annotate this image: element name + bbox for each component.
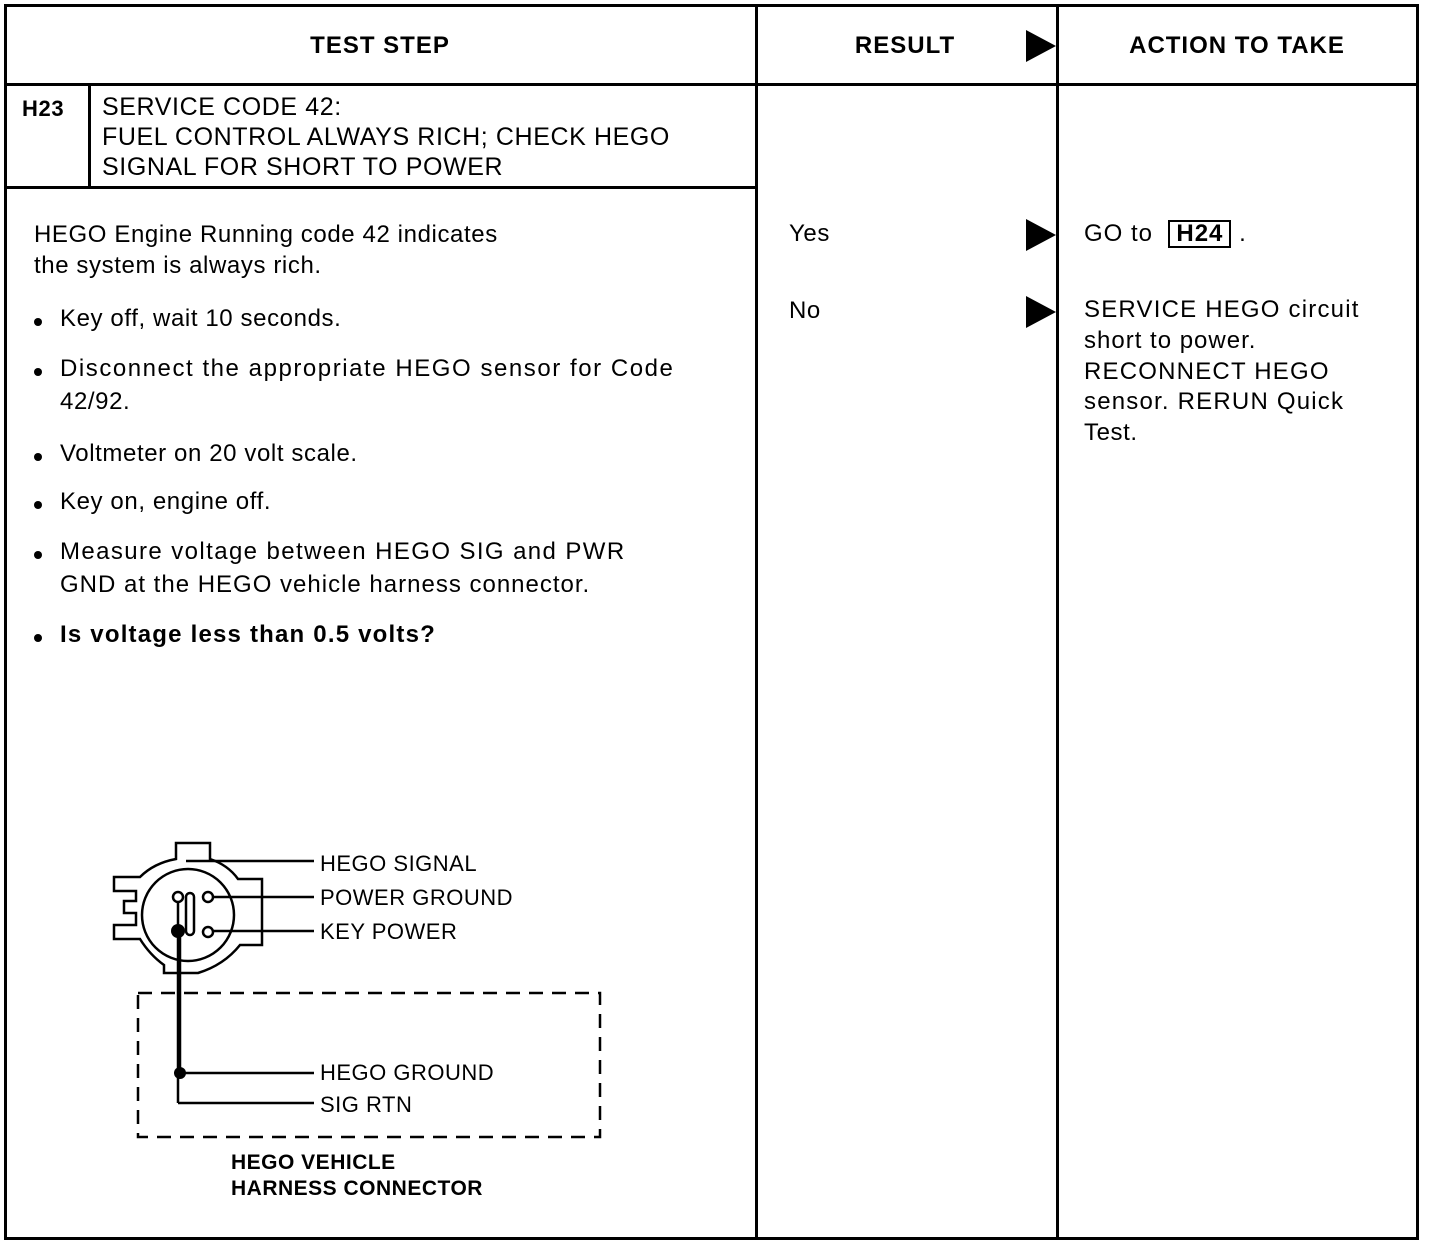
pin-key-power [203,927,213,937]
label-key-power: KEY POWER [320,919,458,944]
action-yes-prefix: GO to [1084,220,1154,247]
intro-line-1: HEGO Engine Running code 42 indicates [34,221,498,248]
pin-key-power-filled [171,924,185,938]
pin-power-ground [203,892,213,902]
bullet-1-line-1: Key off, wait 10 seconds. [60,305,342,332]
bullet-dot [34,368,42,376]
table-border-left [4,4,7,1240]
bullet-5-line-2: GND at the HEGO vehicle harness connector. [60,571,591,598]
result-yes-arrow-icon [1026,219,1056,251]
splice-dot [174,1067,186,1079]
connector-inner-ring [142,869,234,961]
intro-line-2: the system is always rich. [34,252,322,279]
table-border-right [1416,4,1419,1240]
step-reference-h24[interactable]: H24 [1168,220,1231,248]
bullet-2-line-1: Disconnect the appropriate HEGO sensor for Code [60,355,675,382]
bullet-dot [34,634,42,642]
connector-key-slot [186,893,194,935]
result-yes: Yes [789,220,830,247]
bullet-6-question: Is voltage less than 0.5 volts? [60,621,436,648]
label-hego-signal: HEGO SIGNAL [320,851,478,876]
label-hego-ground: HEGO GROUND [320,1060,495,1085]
table-border-bottom [4,1237,1418,1240]
header-result: RESULT [854,32,956,59]
action-no-line-3: RECONNECT HEGO [1084,358,1330,385]
header-divider [4,83,1418,86]
label-sig-rtn: SIG RTN [320,1092,413,1117]
step-title-line-1: SERVICE CODE 42: [102,93,342,121]
bullet-dot [34,501,42,509]
bullet-4-line-1: Key on, engine off. [60,488,272,515]
action-no-line-2: short to power. [1084,327,1257,354]
action-yes [1084,218,1247,249]
action-no-line-4: sensor. RERUN Quick [1084,388,1345,415]
step-code-divider [88,84,91,188]
pin-hego-signal [173,892,183,902]
result-no: No [789,297,821,324]
column-divider-1 [755,4,758,1240]
header-action: ACTION TO TAKE [1129,32,1345,59]
action-no-line-1: SERVICE HEGO circuit [1084,296,1360,323]
step-title-line-2: FUEL CONTROL ALWAYS RICH; CHECK HEGO [102,123,670,151]
step-title-divider [4,186,757,189]
result-no-arrow-icon [1026,296,1056,328]
diagram-caption-line-2: HARNESS CONNECTOR [231,1177,483,1200]
connector-housing [114,843,262,973]
action-no-line-5: Test. [1084,419,1138,446]
bullet-dot [34,318,42,326]
bullet-dot [34,551,42,559]
header-arrow-icon [1026,30,1056,62]
diagram-caption-line-1: HEGO VEHICLE [231,1151,396,1174]
table-border-top [4,4,1418,7]
column-divider-2 [1056,4,1059,1240]
bullet-2-line-2: 42/92. [60,388,131,415]
bullet-5-line-1: Measure voltage between HEGO SIG and PWR [60,538,626,565]
label-power-ground: POWER GROUND [320,885,513,910]
header-test-step: TEST STEP [310,32,450,59]
step-title-line-3: SIGNAL FOR SHORT TO POWER [102,153,504,181]
step-code: H23 [22,96,65,121]
bullet-dot [34,453,42,461]
action-yes-suffix: . [1239,220,1247,247]
bullet-3-line-1: Voltmeter on 20 volt scale. [60,440,358,467]
